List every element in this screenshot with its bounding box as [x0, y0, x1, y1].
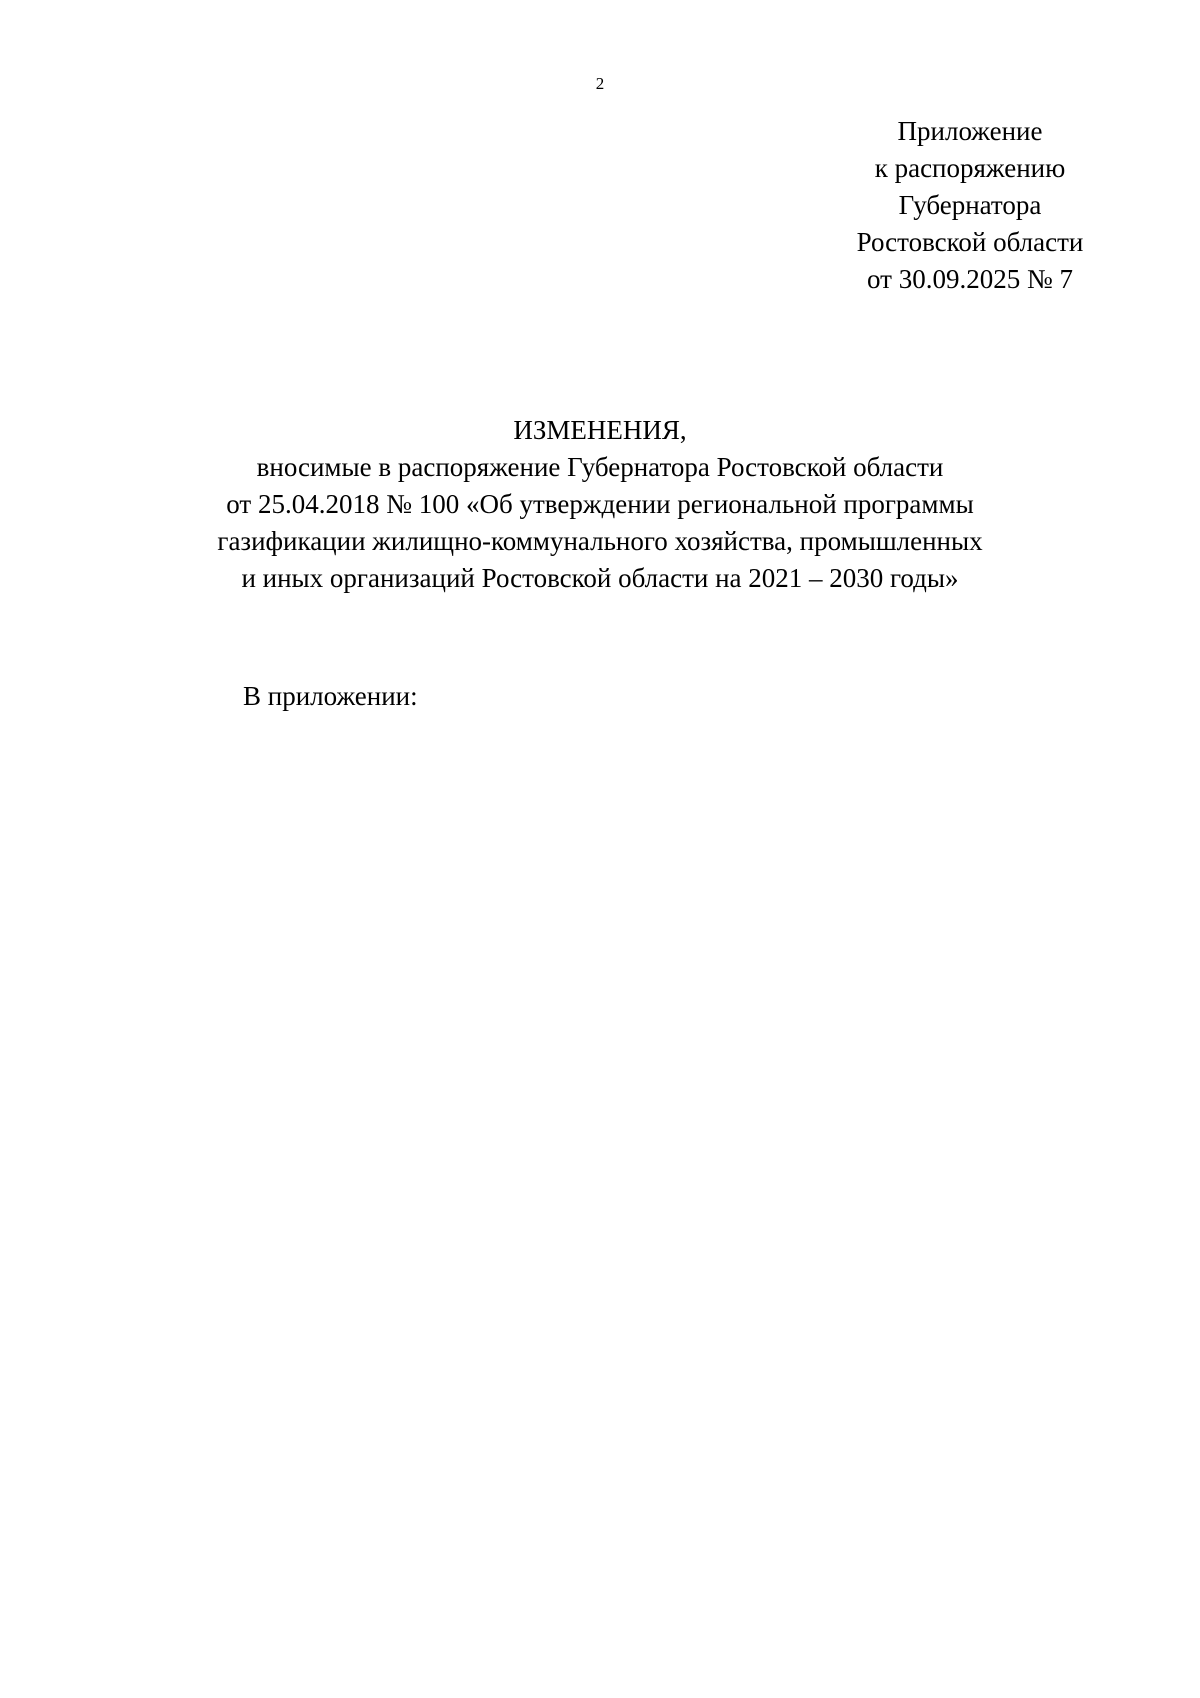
title-line: от 25.04.2018 № 100 «Об утверждении региональной программы — [226, 489, 974, 519]
body-intro: В приложении: — [243, 681, 418, 711]
document-title — [150, 412, 1050, 597]
title-heading: ИЗМЕНЕНИЯ, — [513, 415, 687, 445]
title-line: газификации жилищно-коммунального хозяйства, промышленных — [217, 526, 983, 556]
appendix-line: к распоряжению — [874, 153, 1066, 183]
appendix-reference — [820, 113, 1120, 298]
title-line: вносимые в распоряжение Губернатора Ростовской области — [256, 452, 944, 482]
appendix-line: Губернатора — [898, 190, 1042, 220]
title-line: и иных организаций Ростовской области на 2021 – 2030 годы» — [241, 563, 959, 593]
page-number: 2 — [595, 74, 605, 93]
appendix-line: Ростовской области — [856, 227, 1084, 257]
appendix-line: Приложение — [897, 116, 1043, 146]
appendix-line: от 30.09.2025 № 7 — [867, 264, 1073, 294]
